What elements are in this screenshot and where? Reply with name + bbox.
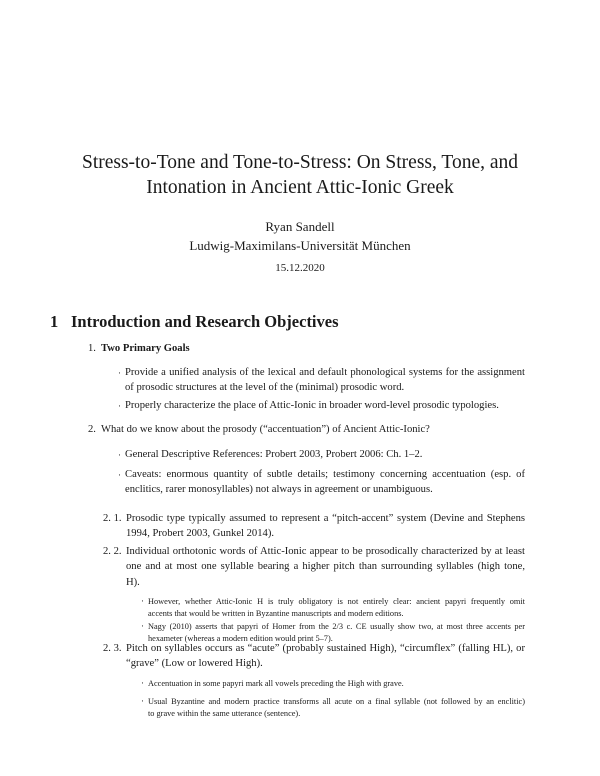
- subitem-text: Pitch on syllables occurs as “acute” (probably sustained High), “circumflex” (falling HL), or: [126, 643, 525, 654]
- subitem-text: H).: [126, 577, 140, 588]
- bullet-icon: ·: [141, 596, 144, 606]
- bullet-text: accents that would be written in Byzantine manuscripts and modern editions.: [148, 609, 404, 618]
- bullet-icon: ·: [141, 621, 144, 631]
- bullet-icon: ·: [118, 368, 121, 378]
- bullet-icon: ·: [141, 696, 144, 706]
- bullet-icon: ·: [118, 450, 121, 460]
- bullet-text: Properly characterize the place of Attic-Ionic in broader word-level prosodic typologies.: [125, 400, 499, 411]
- bullet-text: enclitics, rarer monosyllables) not always in agreement or unambiguous.: [125, 484, 433, 495]
- section-number: 1: [50, 312, 59, 331]
- bullet-text: However, whether Attic-Ionic H is truly obligatory is not entirely clear: ancient papyri frequently omit: [148, 597, 525, 606]
- subitem-text: “grave” (Low or lowered High).: [126, 658, 263, 669]
- bullet-text: Provide a unified analysis of the lexical and default phonological systems for the assignment: [125, 367, 525, 378]
- subitem-text: 1994, Probert 2003, Gunkel 2014).: [126, 528, 275, 539]
- item-text: What do we know about the prosody (“accentuation”) of Ancient Attic-Ionic?: [101, 424, 430, 435]
- subitem-text: Prosodic type typically assumed to represent a “pitch-accent” system (Devine and Stephens: [126, 513, 525, 524]
- title-line-1: Stress-to-Tone and Tone-to-Stress: On Stress, Tone, and: [81, 152, 519, 173]
- bullet-text: Usual Byzantine and modern practice transforms all acute on a final syllable (not followed by an enclitic): [148, 697, 525, 706]
- date: 15.12.2020: [275, 262, 325, 274]
- bullet-text: to grave within the same utterance (sentence).: [148, 709, 301, 718]
- author: Ryan Sandell: [265, 219, 335, 234]
- section-title: Introduction and Research Objectives: [71, 312, 339, 331]
- affiliation: Ludwig-Maximilans-Universität München: [189, 238, 411, 253]
- item-number: 1.: [88, 343, 96, 354]
- subitem-text: one and at most one syllable bearing a higher pitch than surrounding syllables (high tone,: [126, 561, 525, 572]
- subitem-text: Individual orthotonic words of Attic-Ionic appear to be prosodically characterized by at least: [126, 546, 525, 557]
- bullet-text: Accentuation in some papyri mark all vowels preceding the High with grave.: [148, 679, 404, 688]
- bullet-text: Nagy (2010) asserts that papyri of Homer from the 2/3 c. CE usually show two, at most three accents per: [148, 622, 525, 631]
- subitem-number: 2. 3.: [103, 643, 122, 654]
- bullet-text: hexameter (whereas a modern edition would print 5–7).: [148, 634, 333, 643]
- bullet-text: Caveats: enormous quantity of subtle details; testimony concerning accentuation (esp. of: [125, 469, 525, 480]
- bullet-icon: ·: [118, 401, 121, 411]
- subitem-number: 2. 1.: [103, 513, 122, 524]
- title-line-2: Intonation in Ancient Attic-Ionic Greek: [146, 177, 454, 198]
- item-number: 2.: [88, 424, 96, 435]
- bullet-text: General Descriptive References: Probert 2003, Probert 2006: Ch. 1–2.: [125, 449, 423, 460]
- bullet-icon: ·: [141, 678, 144, 688]
- bullet-text: of prosodic structures at the level of the (minimal) prosodic word.: [125, 382, 405, 393]
- item-heading: Two Primary Goals: [101, 343, 190, 354]
- subitem-number: 2. 2.: [103, 546, 122, 557]
- bullet-icon: ·: [118, 470, 121, 480]
